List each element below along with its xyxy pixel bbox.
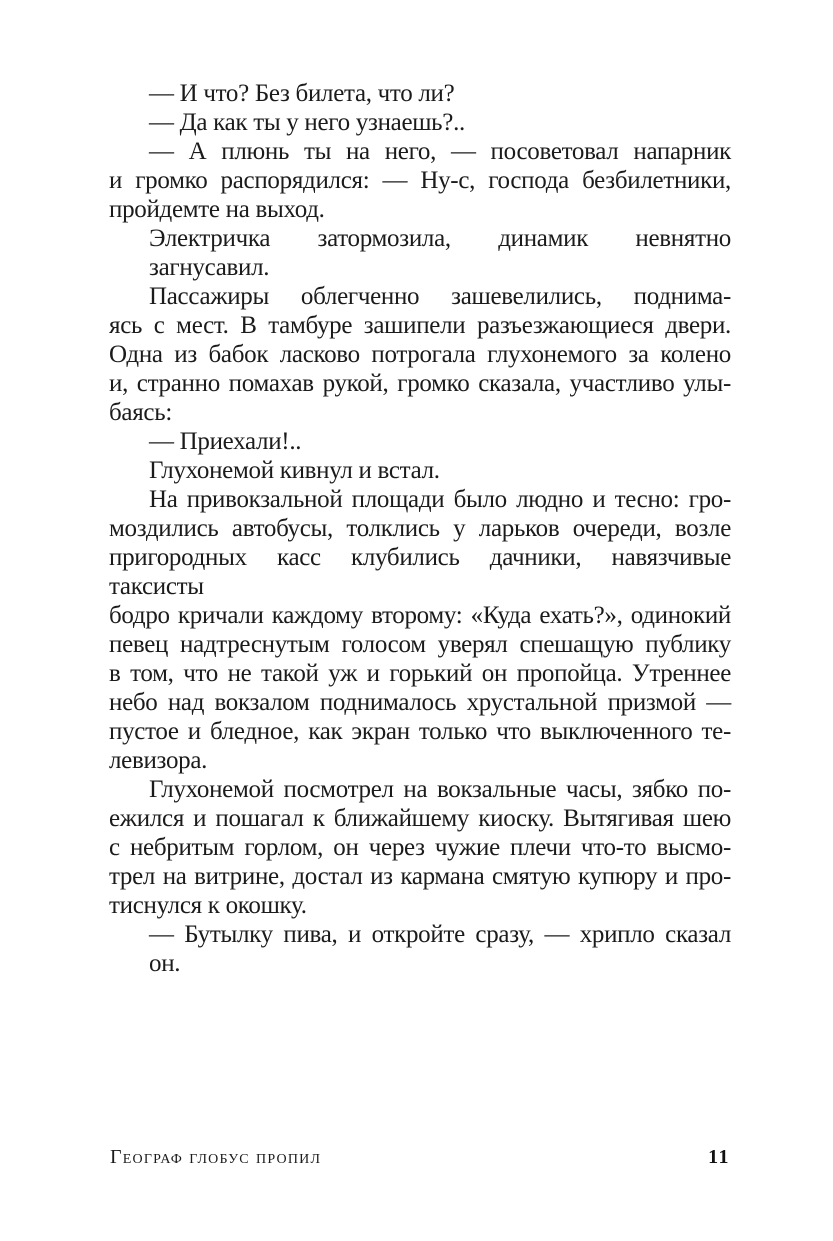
text-line: баясь: bbox=[109, 399, 172, 426]
text-line: и, странно помахав рукой, громко сказала, участливо улы- bbox=[109, 370, 731, 397]
text-line: пустое и бледное, как экран только что выключенного те- bbox=[109, 718, 731, 745]
text-line: трел на витрине, достал из кармана смятую купюру и про- bbox=[109, 863, 731, 890]
text-line: и громко распорядился: — Ну-с, господа безбилетники, bbox=[109, 167, 731, 194]
footer-page-number: 11 bbox=[708, 1146, 730, 1168]
page-text-block bbox=[109, 79, 731, 978]
paragraph bbox=[109, 108, 731, 137]
text-line: — Да как ты у него узнаешь?.. bbox=[149, 109, 465, 136]
paragraph bbox=[109, 456, 731, 485]
text-line: — Бутылку пива, и откройте сразу, — хрипло сказал он. bbox=[149, 921, 731, 977]
text-line: пригородных касс клубились дачники, навязчивые таксисты bbox=[109, 544, 731, 600]
paragraph bbox=[109, 137, 731, 224]
text-line: Одна из бабок ласково потрогала глухонемого за колено bbox=[109, 341, 731, 368]
text-line: бодро кричали каждому второму: «Куда ехать?», одинокий bbox=[109, 602, 731, 629]
paragraph bbox=[109, 920, 731, 978]
paragraph bbox=[109, 282, 731, 427]
paragraph bbox=[109, 485, 731, 775]
text-line: небо над вокзалом поднималось хрустальной призмой — bbox=[109, 689, 731, 716]
text-line: ясь с мест. В тамбуре зашипели разъезжающиеся двери. bbox=[109, 312, 731, 339]
text-line: певец надтреснутым голосом уверял спешащую публику bbox=[109, 631, 731, 658]
text-line: Глухонемой кивнул и встал. bbox=[149, 457, 440, 484]
text-line: — А плюнь ты на него, — посоветовал напарник bbox=[149, 138, 731, 165]
text-line: — И что? Без билета, что ли? bbox=[149, 80, 455, 107]
text-line: в том, что не такой уж и горький он пропойца. Утреннее bbox=[109, 660, 731, 687]
paragraph bbox=[109, 775, 731, 920]
paragraph bbox=[109, 427, 731, 456]
text-line: тиснулся к окошку. bbox=[109, 892, 307, 919]
text-line: ежился и пошагал к ближайшему киоску. Вытягивая шею bbox=[109, 805, 731, 832]
text-line: — Приехали!.. bbox=[149, 428, 302, 455]
text-line: На привокзальной площади было людно и тесно: гро- bbox=[149, 486, 731, 513]
text-line: с небритым горлом, он через чужие плечи что-то высмо- bbox=[109, 834, 731, 861]
text-line: Электричка затормозила, динамик невнятно загнусавил. bbox=[149, 225, 731, 281]
text-line: Глухонемой посмотрел на вокзальные часы, зябко по- bbox=[149, 776, 731, 803]
paragraph bbox=[109, 79, 731, 108]
text-line: левизора. bbox=[109, 747, 208, 774]
text-line: моздились автобусы, толклись у ларьков очереди, возле bbox=[109, 515, 731, 542]
paragraph bbox=[109, 224, 731, 282]
footer-book-title: Географ глобус пропил bbox=[110, 1146, 322, 1168]
text-line: Пассажиры облегченно зашевелились, поднима- bbox=[149, 283, 731, 310]
text-line: пройдемте на выход. bbox=[109, 196, 325, 223]
running-footer bbox=[110, 1146, 730, 1169]
